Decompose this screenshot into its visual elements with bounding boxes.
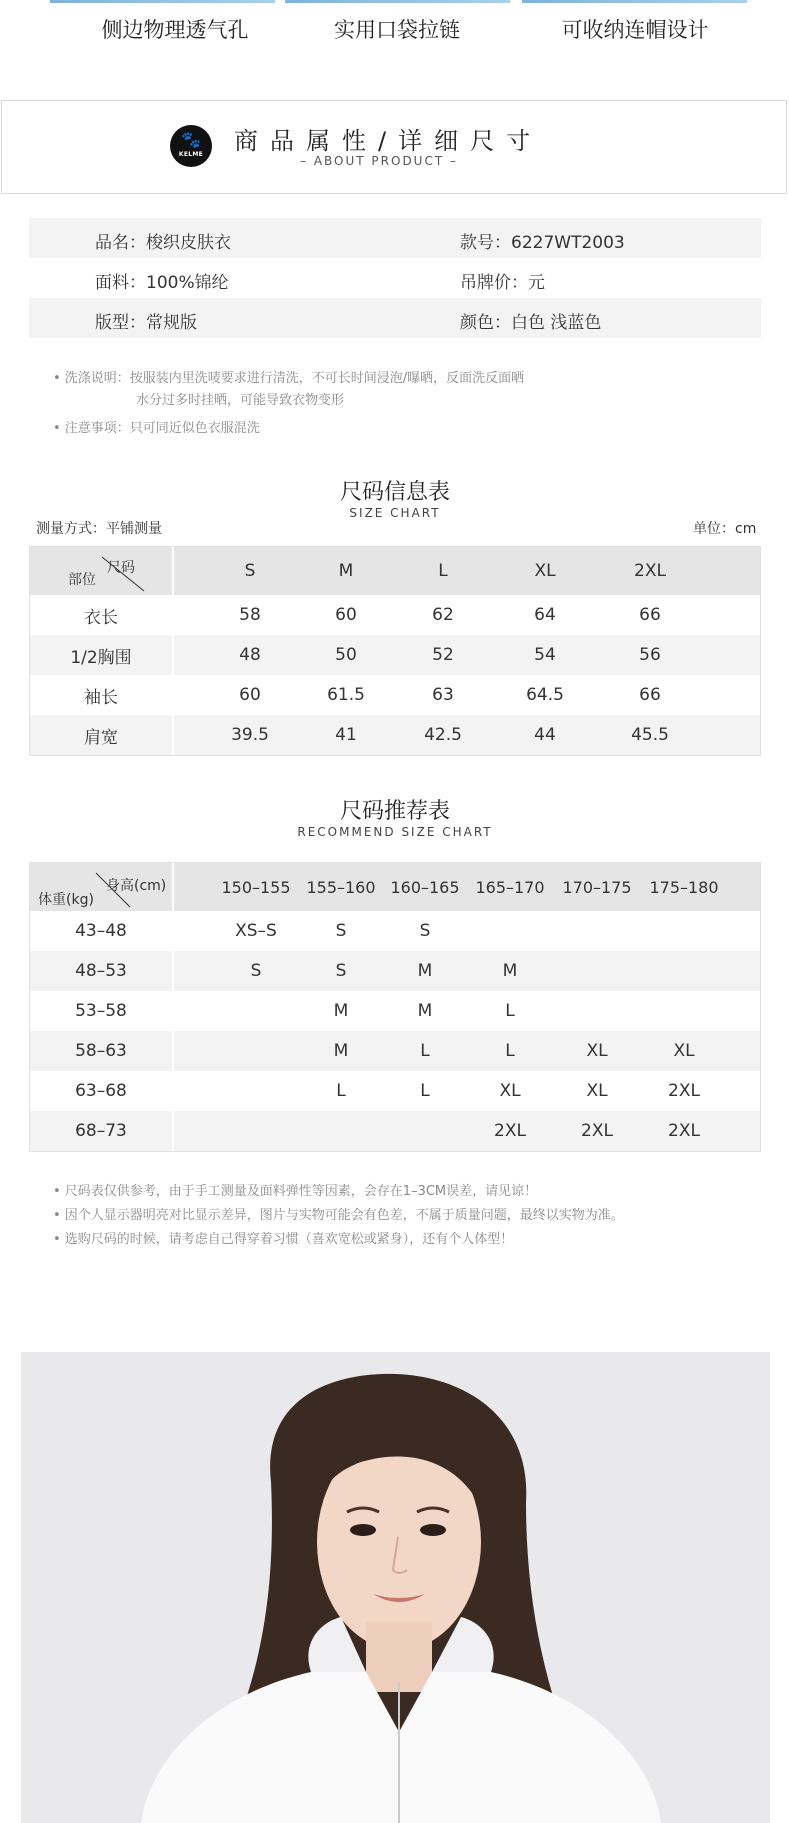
corner-label-weight: 体重(kg) <box>38 892 94 908</box>
product-header <box>1 100 787 194</box>
table-cell: XS–S <box>235 921 277 941</box>
table-cell <box>557 991 637 1031</box>
table-cell <box>557 951 637 991</box>
size-note: • 选购尺码的时候，请考虑自己得穿着习惯（喜欢宽松或紧身），还有个人体型！ <box>53 1232 514 1247</box>
corner-label-part: 部位 <box>68 572 96 588</box>
table-cell: 48 <box>239 645 261 665</box>
size-chart-table <box>29 546 761 756</box>
table-cell: XL <box>499 1081 521 1101</box>
table-cell: 58 <box>239 605 261 625</box>
table-cell <box>644 991 724 1031</box>
table-cell: 41 <box>335 725 357 745</box>
attribute-color: 颜色：白色 浅蓝色 <box>460 313 602 333</box>
size-unit: 单位：cm <box>693 521 757 537</box>
feature-caption-vent: 侧边物理透气孔 <box>101 18 249 42</box>
table-row <box>30 1071 760 1111</box>
product-header-subtitle: – ABOUT PRODUCT – <box>300 154 458 168</box>
row-label: 63–68 <box>30 1071 174 1111</box>
table-cell <box>216 1031 296 1071</box>
table-cell: 60 <box>239 685 261 705</box>
recommend-chart-subtitle: RECOMMEND SIZE CHART <box>297 825 493 839</box>
table-cell: M <box>417 961 433 981</box>
feature-strip <box>0 0 790 60</box>
table-row <box>30 715 760 755</box>
table-cell: 2XL <box>494 1121 526 1141</box>
care-notes <box>53 368 524 440</box>
size-note: • 尺码表仅供参考，由于手工测量及面料弹性等因素，会存在1–3CM误差，请见谅！ <box>53 1184 538 1199</box>
care-note: • 洗涤说明：按服装内里洗唛要求进行清洗，不可长时间浸泡/曝晒，反面洗反面晒 <box>53 371 525 386</box>
column-header: 160–165 <box>390 877 460 897</box>
table-cell: 2XL <box>581 1121 613 1141</box>
table-cell: S <box>335 961 347 981</box>
attribute-fabric: 面料：100%锦纶 <box>95 273 229 293</box>
row-label: 58–63 <box>30 1031 174 1071</box>
table-cell: XL <box>673 1041 695 1061</box>
column-header: XL <box>534 561 556 581</box>
row-label: 1/2胸围 <box>30 635 174 675</box>
size-chart-title: 尺码信息表 <box>339 480 450 505</box>
table-cell: 64 <box>534 605 556 625</box>
table-cell: 42.5 <box>424 725 462 745</box>
recommend-chart-title: 尺码推荐表 <box>339 799 450 824</box>
care-note: 水分过多时挂晒，可能导致衣物变形 <box>136 393 345 408</box>
row-label: 53–58 <box>30 991 174 1031</box>
table-cell: 61.5 <box>327 685 365 705</box>
table-cell: 54 <box>534 645 556 665</box>
feature-image-edge <box>285 0 510 3</box>
table-cell: 50 <box>335 645 357 665</box>
row-label: 48–53 <box>30 951 174 991</box>
feature-image-edge <box>522 0 747 3</box>
column-header: 175–180 <box>649 877 719 897</box>
table-cell <box>557 911 637 951</box>
table-cell: XL <box>586 1041 608 1061</box>
table-cell: 56 <box>639 645 661 665</box>
feature-caption-hood: 可收纳连帽设计 <box>561 18 709 42</box>
table-cell <box>216 1071 296 1111</box>
table-cell: M <box>502 961 518 981</box>
model-photo <box>21 1352 770 1823</box>
attribute-price: 吊牌价：元 <box>460 273 545 293</box>
table-corner <box>30 547 174 595</box>
table-row <box>30 635 760 675</box>
table-cell: 45.5 <box>631 725 669 745</box>
corner-label-height: 身高(cm) <box>106 878 167 894</box>
table-cell: 2XL <box>668 1121 700 1141</box>
table-cell: L <box>420 1041 430 1061</box>
corner-label-size: 尺码 <box>107 560 135 576</box>
table-row <box>30 991 760 1031</box>
column-header: L <box>438 561 448 581</box>
table-cell <box>470 911 550 951</box>
product-header-title: 商品属性/详细尺寸 <box>234 127 543 155</box>
table-cell <box>644 951 724 991</box>
recommend-chart-table <box>29 862 761 1152</box>
size-notes <box>53 1180 624 1252</box>
table-cell: L <box>420 1081 430 1101</box>
table-row <box>30 951 760 991</box>
brand-logo <box>170 125 212 167</box>
table-cell <box>301 1111 381 1151</box>
table-cell: S <box>335 921 347 941</box>
feature-image-edge <box>50 0 275 3</box>
table-cell: 52 <box>432 645 454 665</box>
table-cell: S <box>250 961 262 981</box>
table-cell <box>644 911 724 951</box>
attribute-row <box>29 258 761 298</box>
table-cell: 62 <box>432 605 454 625</box>
table-cell: S <box>419 921 431 941</box>
table-corner <box>30 863 174 911</box>
diagonal-divider <box>30 547 172 595</box>
table-cell: XL <box>586 1081 608 1101</box>
row-label: 43–48 <box>30 911 174 951</box>
table-cell: 63 <box>432 685 454 705</box>
table-cell: 66 <box>639 605 661 625</box>
column-header: 165–170 <box>475 877 545 897</box>
column-header: M <box>338 561 354 581</box>
table-header-row <box>30 863 760 911</box>
table-cell: L <box>336 1081 346 1101</box>
paw-icon: 🐾 <box>181 130 201 149</box>
table-cell: M <box>417 1001 433 1021</box>
table-cell: 44 <box>534 725 556 745</box>
column-header: S <box>244 561 256 581</box>
attribute-row <box>29 298 761 338</box>
table-cell: 64.5 <box>526 685 564 705</box>
row-label: 肩宽 <box>30 715 174 755</box>
table-row <box>30 1111 760 1151</box>
table-cell: M <box>333 1041 349 1061</box>
size-note: • 因个人显示器明亮对比显示差异，图片与实物可能会有色差，不属于质量问题，最终以实物为准。 <box>53 1208 624 1223</box>
table-cell: L <box>505 1001 515 1021</box>
column-header: 150–155 <box>221 877 291 897</box>
attribute-style-no: 款号：6227WT2003 <box>460 233 625 253</box>
column-header: 155–160 <box>306 877 376 897</box>
attribute-table <box>29 218 761 338</box>
column-header: 2XL <box>634 561 666 581</box>
row-label: 68–73 <box>30 1111 174 1151</box>
table-header-row <box>30 547 760 595</box>
brand-logo-text: KELME <box>178 151 204 158</box>
table-cell: L <box>505 1041 515 1061</box>
table-row <box>30 675 760 715</box>
feature-caption-pocket: 实用口袋拉链 <box>334 18 460 42</box>
row-label: 衣长 <box>30 595 174 635</box>
measure-method: 测量方式：平铺测量 <box>36 521 162 537</box>
table-row <box>30 1031 760 1071</box>
row-label: 袖长 <box>30 675 174 715</box>
table-cell: M <box>333 1001 349 1021</box>
table-cell: 2XL <box>668 1081 700 1101</box>
size-chart-subtitle: SIZE CHART <box>349 506 441 520</box>
attribute-fit: 版型：常规版 <box>95 313 197 333</box>
table-row <box>30 911 760 951</box>
care-note: • 注意事项：只可同近似色衣服混洗 <box>53 421 260 436</box>
table-cell: 60 <box>335 605 357 625</box>
table-cell <box>216 991 296 1031</box>
table-cell <box>216 1111 296 1151</box>
table-cell: 66 <box>639 685 661 705</box>
attribute-name: 品名：梭织皮肤衣 <box>95 233 231 253</box>
column-header: 170–175 <box>562 877 632 897</box>
attribute-row <box>29 218 761 258</box>
table-cell: 39.5 <box>231 725 269 745</box>
table-row <box>30 595 760 635</box>
table-cell <box>385 1111 465 1151</box>
